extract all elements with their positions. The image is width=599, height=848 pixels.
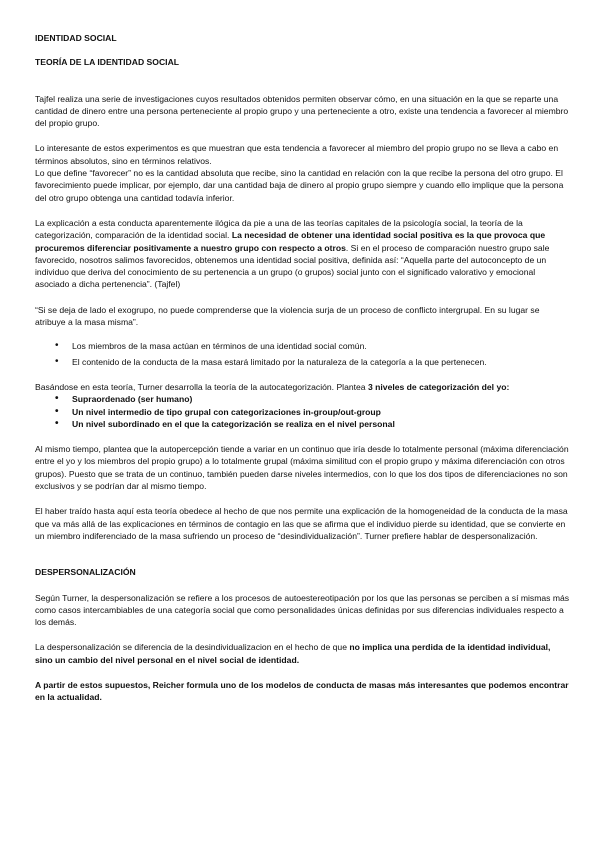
paragraph-text: . Si en el proceso de comparación nuestro grupo sale favorecido, nosotros salimos favorecidos, obtenemos una identidad social positiva, definida así: “Aquella parte del autoconcepto de un individuo que deriva del conocimiento de su pertenencia a un grupo (o grupos) social junto con el significado valorativo y emocional asociado a dicha pertenencia”. (Tajfel)	[35, 242, 550, 290]
quote: “Si se deja de lado el exogrupo, no puede comprenderse que la violencia surja de un proceso de conflicto intergrupal. En su lugar se atribuye a la masa misma”.	[35, 304, 540, 328]
list-item: • Los miembros de la masa actúan en términos de una identidad social común.	[35, 340, 570, 352]
bullet-list	[35, 393, 570, 430]
paragraph: A partir de estos supuestos, Reicher formula uno de los modelos de conducta de masas más interesantes que podemos encontrar en la actualidad.	[35, 679, 569, 703]
paragraph	[35, 641, 570, 666]
paragraph-text: La despersonalización se diferencia de la desindividualizacion en el hecho de que	[35, 642, 350, 653]
document-page	[35, 32, 570, 704]
document-title: IDENTIDAD SOCIAL	[35, 33, 117, 43]
paragraph-bold-text: La necesidad de obtener una identidad social positiva es la que provoca que procuremos diferenciar positivamente a nuestro grupo con respecto a otros	[35, 230, 546, 253]
paragraph: Tajfel realiza una serie de investigaciones cuyos resultados obtenidos permiten observar cómo, en una situación en la que se reparte una cantidad de dinero entre una persona perteneciente al propio grupo y una perteneciente a otro, existe una tendencia a favorecer al miembro del propio grupo.	[35, 93, 569, 129]
paragraph	[35, 381, 570, 393]
section-heading: DESPERSONALIZACIÓN	[35, 567, 136, 578]
paragraph: Lo que define “favorecer” no es la cantidad absoluta que recibe, sino la cantidad en relación con la que recibe la persona del otro grupo. El favorecimiento puede implicar, por ejemplo, dar una cantidad baja de dinero al propio grupo siempre y cuando ello implique que la persona del otro grupo obtenga una cantidad todavía inferior.	[35, 168, 564, 203]
list-item: • Un nivel subordinado en el que la categorización se realiza en el nivel personal	[35, 418, 570, 430]
paragraph: El haber traído hasta aquí esta teoría obedece al hecho de que nos permite una explicación de la homogeneidad de la conducta de la masa que va más allá de las explicaciones en términos de contagio en las que se afirma que el individuo pierde su identidad, que se convierte en un miembro indiferenciado de la masa sufriendo un proceso de “desindividualización”. Turner prefiere hablar de despersonalización.	[35, 506, 568, 541]
paragraph-bold-text: no implica una perdida de la identidad individual, sino un cambio del nivel personal en el nivel social de identidad.	[35, 642, 551, 665]
paragraph: Al mismo tiempo, plantea que la autopercepción tiende a variar en un continuo que iría desde lo totalmente personal (máxima diferenciación entre el yo y los miembros del propio grupo) a lo totalmente grupal (máxima similitud con el propio grupo y máxima diferenciación con otros grupos). Puesto que se trata de un continuo, también pueden darse niveles intermedios, con lo que los dos tipos de diferenciaciones no son exclusivos y se podrían dar al mismo tiempo.	[35, 444, 569, 492]
section-heading: TEORÍA DE LA IDENTIDAD SOCIAL	[35, 57, 180, 68]
paragraph: Lo interesante de estos experimentos es que muestran que esta tendencia a favorecer al miembro del propio grupo no se lleva a cabo en términos absolutos, sino en términos relativos.	[35, 143, 559, 166]
paragraph-text: Basándose en esta teoría, Turner desarrolla la teoría de la autocategorización. Plantea	[35, 381, 368, 392]
list-item: • El contenido de la conducta de la masa estará limitado por la naturaleza de la categoría a la que pertenecen.	[35, 356, 570, 368]
list-item: • Un nivel intermedio de tipo grupal con categorizaciones in-group/out-group	[35, 406, 570, 418]
paragraph	[35, 217, 570, 291]
list-item: • Supraordenado (ser humano)	[35, 393, 570, 405]
paragraph: Según Turner, la despersonalización se refiere a los procesos de autoestereotipación por los que las personas se perciben a sí mismas más como casos intercambiables de una categoría social que como personalidades únicas definidas por sus diferencias individuales respecto a los demás.	[35, 592, 570, 628]
paragraph-text: La explicación a esta conducta aparentemente ilógica da pie a una de las teorías capitales de la psicología social, la teoría de la categorización, comparación de la identidad social.	[35, 217, 523, 241]
bullet-list	[35, 340, 570, 368]
paragraph-bold-text: 3 niveles de categorización del yo:	[367, 381, 510, 392]
